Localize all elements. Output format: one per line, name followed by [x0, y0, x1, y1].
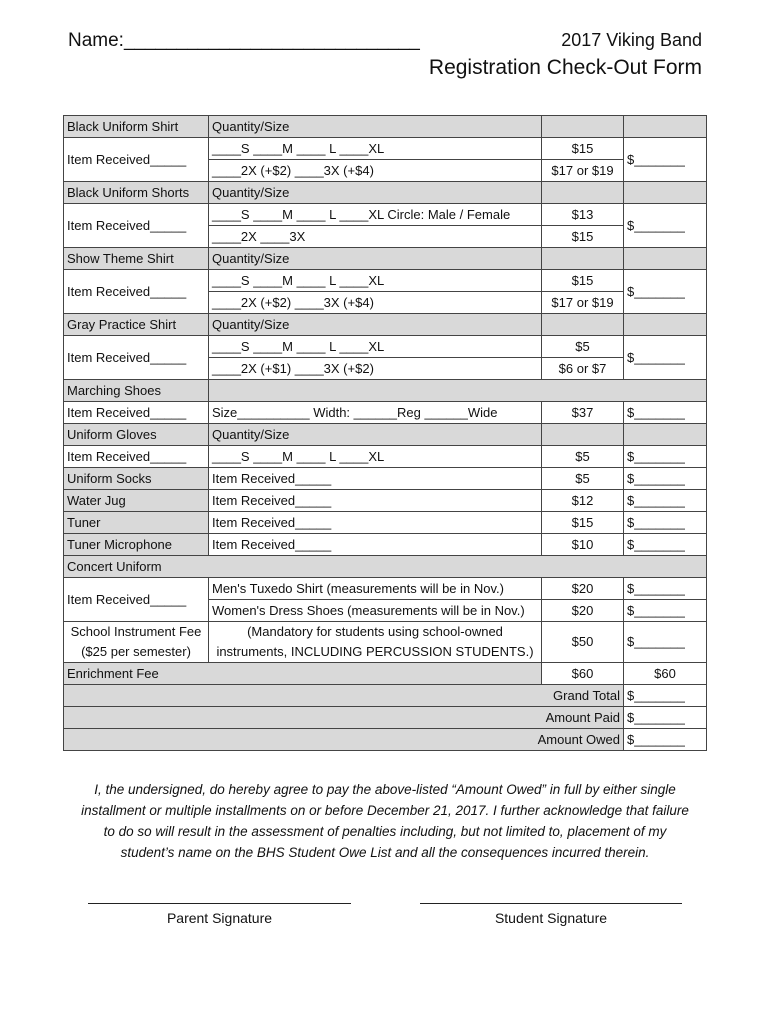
table-row [64, 380, 707, 402]
item-name: Show Theme Shirt [64, 248, 209, 270]
amount-owed-field[interactable]: $_______ [624, 729, 707, 751]
item-name: Water Jug [64, 490, 209, 512]
table-row [64, 663, 707, 685]
table-row [64, 685, 707, 707]
instrument-fee-label: School Instrument Fee ($25 per semester) [64, 622, 209, 663]
item-name: Marching Shoes [64, 380, 209, 402]
item-received-field[interactable]: Item Received_____ [209, 534, 542, 556]
quantity-size-label: Quantity/Size [209, 116, 542, 138]
amount-field[interactable]: $_______ [624, 446, 707, 468]
size-options[interactable]: ____2X (+$2) ____3X (+$4) [209, 292, 542, 314]
quantity-size-label: Quantity/Size [209, 314, 542, 336]
price: $17 or $19 [542, 160, 624, 182]
amount-field[interactable]: $_______ [624, 468, 707, 490]
price: $20 [542, 600, 624, 622]
quantity-size-label: Quantity/Size [209, 424, 542, 446]
student-signature-line[interactable] [420, 903, 682, 904]
price: $60 [542, 663, 624, 685]
amount-field[interactable]: $_______ [624, 138, 707, 182]
item-name: Gray Practice Shirt [64, 314, 209, 336]
item-name: Black Uniform Shorts [64, 182, 209, 204]
price: $10 [542, 534, 624, 556]
table-row [64, 116, 707, 138]
table-row [64, 314, 707, 336]
enrichment-amount: $60 [624, 663, 707, 685]
item-received-field[interactable]: Item Received_____ [64, 578, 209, 622]
table-row [64, 402, 707, 424]
item-name: Uniform Socks [64, 468, 209, 490]
table-row [64, 138, 707, 160]
item-received-field[interactable]: Item Received_____ [64, 138, 209, 182]
price: $5 [542, 468, 624, 490]
name-field-label[interactable]: Name:____________________________ [68, 30, 420, 51]
size-options[interactable]: ____2X ____3X [209, 226, 542, 248]
registration-table [63, 115, 707, 751]
amount-paid-label: Amount Paid [64, 707, 624, 729]
price: $20 [542, 578, 624, 600]
amount-field[interactable]: $_______ [624, 534, 707, 556]
table-row [64, 424, 707, 446]
amount-field[interactable]: $_______ [624, 270, 707, 314]
item-name: Tuner [64, 512, 209, 534]
amount-owed-label: Amount Owed [64, 729, 624, 751]
size-options[interactable]: ____S ____M ____ L ____XL [209, 138, 542, 160]
size-options[interactable]: ____2X (+$1) ____3X (+$2) [209, 358, 542, 380]
parent-signature-line[interactable] [88, 903, 351, 904]
item-received-field[interactable]: Item Received_____ [64, 402, 209, 424]
grand-total-label: Grand Total [64, 685, 624, 707]
price: $15 [542, 138, 624, 160]
tuxedo-shirt-item: Men's Tuxedo Shirt (measurements will be in Nov.) [209, 578, 542, 600]
amount-field[interactable]: $_______ [624, 600, 707, 622]
table-row [64, 622, 707, 663]
dress-shoes-item: Women's Dress Shoes (measurements will be in Nov.) [209, 600, 542, 622]
price: $17 or $19 [542, 292, 624, 314]
size-options[interactable]: ____S ____M ____ L ____XL [209, 446, 542, 468]
form-title: Registration Check-Out Form [428, 56, 702, 79]
amount-field[interactable]: $_______ [624, 622, 707, 663]
shoe-size-width-field[interactable]: Size__________ Width: ______Reg ______Wide [209, 402, 542, 424]
item-received-field[interactable]: Item Received_____ [209, 512, 542, 534]
item-received-field[interactable]: Item Received_____ [209, 468, 542, 490]
table-row [64, 707, 707, 729]
price: $15 [542, 226, 624, 248]
price: $13 [542, 204, 624, 226]
price: $12 [542, 490, 624, 512]
item-name: Uniform Gloves [64, 424, 209, 446]
price: $50 [542, 622, 624, 663]
item-name: Concert Uniform [64, 556, 707, 578]
item-received-field[interactable]: Item Received_____ [64, 204, 209, 248]
grand-total-field[interactable]: $_______ [624, 685, 707, 707]
table-row [64, 336, 707, 358]
table-row [64, 490, 707, 512]
table-row [64, 446, 707, 468]
table-row [64, 468, 707, 490]
quantity-size-label: Quantity/Size [209, 248, 542, 270]
amount-field[interactable]: $_______ [624, 402, 707, 424]
band-year-heading: 2017 Viking Band [561, 30, 702, 50]
item-name: Enrichment Fee [64, 663, 542, 685]
amount-field[interactable]: $_______ [624, 490, 707, 512]
item-received-field[interactable]: Item Received_____ [209, 490, 542, 512]
size-options[interactable]: ____S ____M ____ L ____XL [209, 336, 542, 358]
table-row [64, 512, 707, 534]
item-name: Black Uniform Shirt [64, 116, 209, 138]
table-row [64, 204, 707, 226]
item-received-field[interactable]: Item Received_____ [64, 336, 209, 380]
price: $5 [542, 336, 624, 358]
price: $6 or $7 [542, 358, 624, 380]
amount-field[interactable]: $_______ [624, 336, 707, 380]
amount-paid-field[interactable]: $_______ [624, 707, 707, 729]
instrument-fee-note: (Mandatory for students using school-owned instruments, INCLUDING PERCUSSION STUDENTS.) [209, 622, 542, 663]
table-row [64, 270, 707, 292]
table-row [64, 578, 707, 600]
quantity-size-label: Quantity/Size [209, 182, 542, 204]
table-row [64, 182, 707, 204]
table-row [64, 248, 707, 270]
table-row [64, 534, 707, 556]
parent-signature-label: Parent Signature [166, 910, 273, 926]
price: $15 [542, 512, 624, 534]
item-received-field[interactable]: Item Received_____ [64, 446, 209, 468]
item-received-field[interactable]: Item Received_____ [64, 270, 209, 314]
size-options[interactable]: ____S ____M ____ L ____XL Circle: Male / Female [209, 204, 542, 226]
table-row [64, 729, 707, 751]
price: $5 [542, 446, 624, 468]
item-name: Tuner Microphone [64, 534, 209, 556]
table-row [64, 556, 707, 578]
size-options[interactable]: ____2X (+$2) ____3X (+$4) [209, 160, 542, 182]
amount-field[interactable]: $_______ [624, 512, 707, 534]
agreement-statement: I, the undersigned, do hereby agree to pay the above-listed “Amount Owed” in full by either single installment or multiple installments on or before December 21, 2017. I further acknowledge that failure to do so will result in the assessment of penalties including, but not limited to, placement of my student’s name on the BHS Student Owe List and all the consequences incurred therein. [81, 782, 689, 860]
size-options[interactable]: ____S ____M ____ L ____XL [209, 270, 542, 292]
amount-field[interactable]: $_______ [624, 204, 707, 248]
price: $37 [542, 402, 624, 424]
student-signature-label: Student Signature [494, 910, 608, 926]
price: $15 [542, 270, 624, 292]
amount-field[interactable]: $_______ [624, 578, 707, 600]
